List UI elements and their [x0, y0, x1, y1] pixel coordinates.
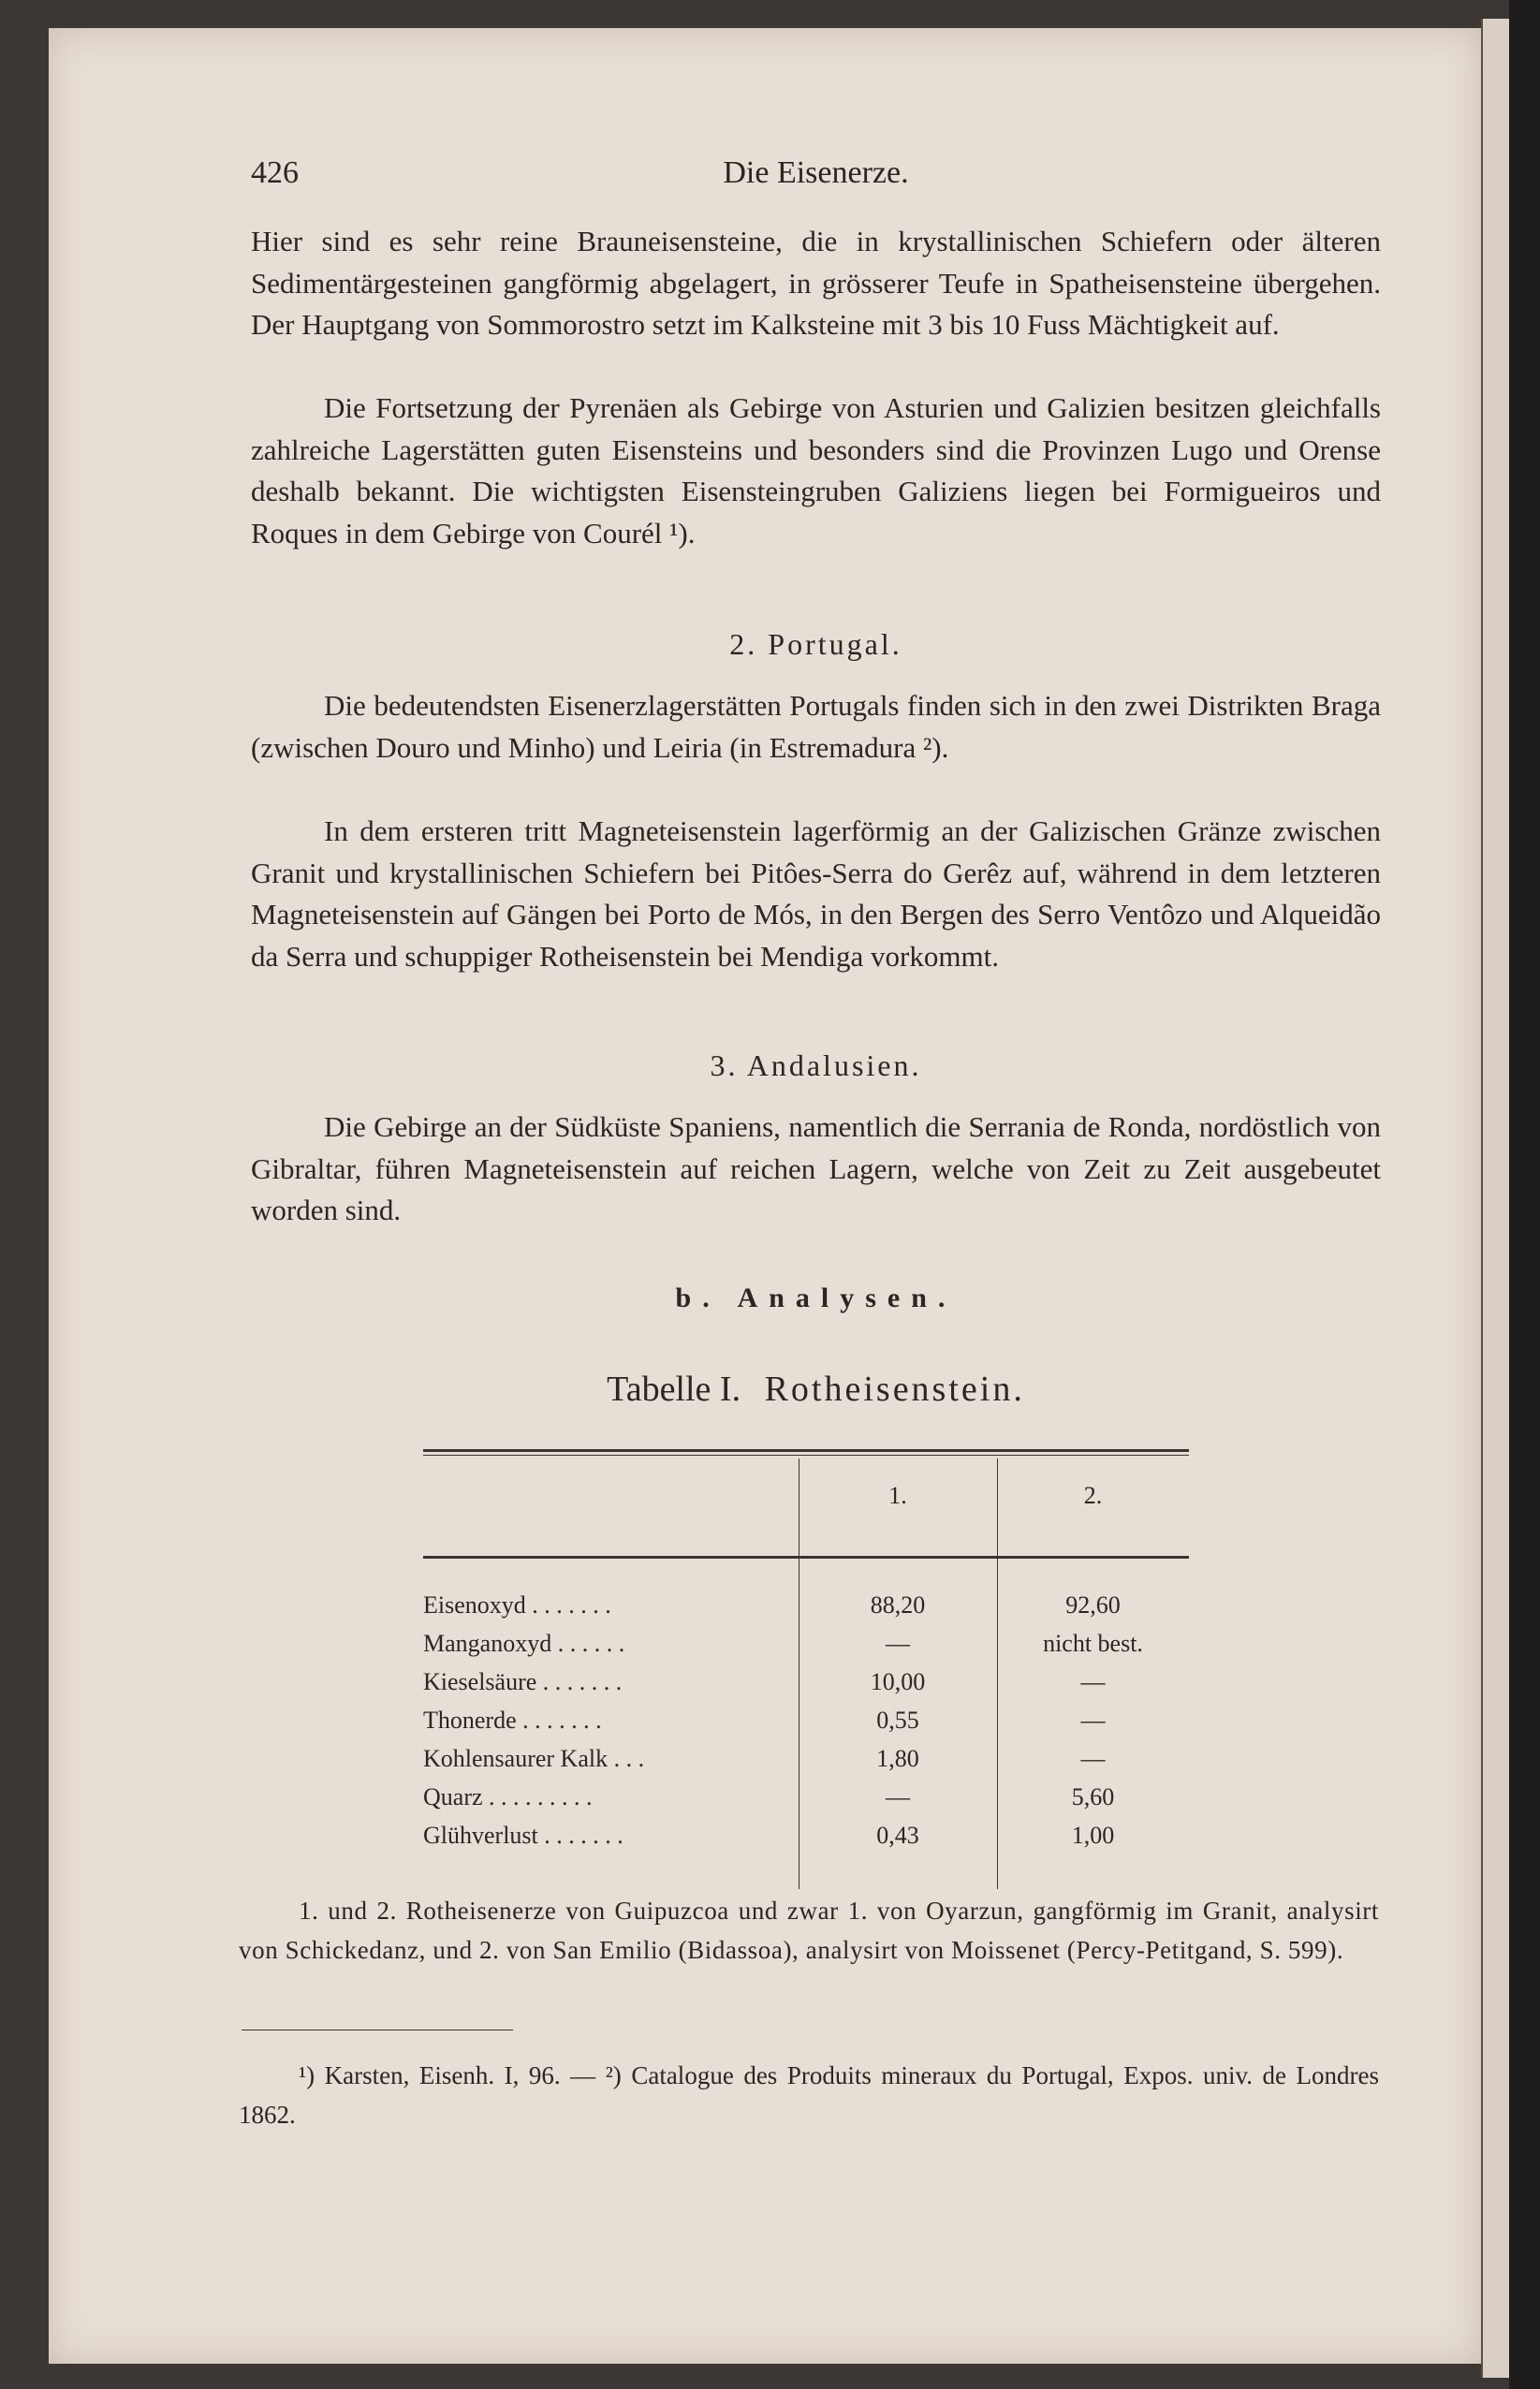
scan-background: [1509, 0, 1540, 2389]
paragraph: Die bedeutendsten Eisenerzlagerstätten Portugals finden sich in den zwei Distrikten Braga (zwischen Douro und Minho) und Leiria (in Estremadura ²).: [251, 689, 1381, 764]
paragraph: Die Fortsetzung der Pyrenäen als Gebirge von Asturien und Galizien besitzen gleichfalls zahlreiche Lagerstätten guten Eisensteins und besonders sind die Provinzen Lugo und Orense deshalb bekannt. Die wichtigsten Eisensteingruben Galiziens liegen bei Formigueiros und Roques in dem Gebirge von Courél ¹).: [251, 391, 1381, 550]
table-number: Tabelle I.: [607, 1370, 741, 1409]
table-note: 1. und 2. Rotheisenerze von Guipuzcoa und zwar 1. von Oyarzun, gangförmig im Granit, analysirt von Schickedanz, und 2. von San Emilio (Bidassoa), analysirt von Moissenet (Percy-Petitgand, S. 599).: [239, 1897, 1379, 1964]
cell: —: [1080, 1707, 1106, 1734]
table-row: [423, 1783, 1189, 1822]
row-label: Quarz . . . . . . . . .: [423, 1783, 593, 1810]
table-row: [423, 1707, 1189, 1745]
running-title: Die Eisenerze.: [723, 155, 909, 190]
cell: 0,55: [876, 1707, 919, 1734]
cell: nicht best.: [1043, 1630, 1143, 1657]
table-row: [423, 1668, 1189, 1707]
cell: —: [886, 1630, 910, 1657]
row-label: Kieselsäure . . . . . . .: [423, 1668, 623, 1695]
footnotes: ¹) Karsten, Eisenh. I, 96. — ²) Catalogue des Produits mineraux du Portugal, Expos. univ. de Londres 1862.: [239, 2061, 1379, 2129]
section-heading-portugal: 2. Portugal.: [729, 627, 902, 661]
page-number: 426: [251, 155, 299, 190]
cell: 88,20: [870, 1591, 926, 1619]
row-label: Manganoxyd . . . . . .: [423, 1630, 625, 1657]
cell: 10,00: [870, 1668, 926, 1695]
cell: —: [1080, 1668, 1106, 1695]
paragraph: Die Gebirge an der Südküste Spaniens, namentlich die Serrania de Ronda, nordöstlich von Gibraltar, führen Magneteisenstein auf reichen Lagern, welche von Zeit zu Zeit ausgebeutet worden sind.: [251, 1110, 1381, 1226]
row-label: Kohlensaurer Kalk . . .: [423, 1745, 645, 1772]
analysis-table: [423, 1449, 1189, 1889]
section-heading-analysen: b. Analysen.: [675, 1282, 957, 1313]
cell: 0,43: [876, 1822, 919, 1849]
page-edge: [1481, 19, 1511, 2378]
table-top-rule: [423, 1449, 1189, 1456]
table-row: [423, 1822, 1189, 1860]
cell: —: [1080, 1745, 1106, 1772]
column-header: 1.: [888, 1482, 907, 1509]
table-row: [423, 1745, 1189, 1783]
table-title: Rotheisenstein.: [764, 1370, 1025, 1409]
cell: 1,80: [876, 1745, 919, 1772]
cell: 92,60: [1065, 1591, 1121, 1619]
cell: 5,60: [1071, 1783, 1115, 1810]
row-label: Glühverlust . . . . . . .: [423, 1822, 623, 1849]
table-row: [423, 1630, 1189, 1668]
paragraph: Hier sind es sehr reine Brauneisensteine, die in krystallinischen Schiefern oder älteren Sedimentärgesteinen gangförmig abgelagert, in grösserer Teufe in Spatheisensteine übergehen. Der Hauptgang von Sommorostro setzt im Kalksteine mit 3 bis 10 Fuss Mächtigkeit auf.: [251, 225, 1381, 341]
cell: —: [886, 1783, 910, 1810]
section-heading-andalusien: 3. Andalusien.: [710, 1048, 922, 1082]
table-header-rule: [423, 1556, 1189, 1559]
column-header: 2.: [1083, 1482, 1103, 1509]
cell: 1,00: [1071, 1822, 1115, 1849]
row-label: Eisenoxyd . . . . . . .: [423, 1591, 611, 1619]
table-caption: [251, 1369, 1381, 1410]
row-label: Thonerde . . . . . . .: [423, 1707, 602, 1734]
paragraph: In dem ersteren tritt Magneteisenstein lagerförmig an der Galizischen Gränze zwischen Granit und krystallinischen Schiefern bei Pitôes-Serra do Gerêz auf, während in dem letzteren Magneteisenstein auf Gängen bei Porto de Mós, in den Bergen des Serro Ventôzo und Alqueidão da Serra und schuppiger Rotheisenstein bei Mendiga vorkommt.: [251, 814, 1381, 973]
table-row: [423, 1591, 1189, 1630]
